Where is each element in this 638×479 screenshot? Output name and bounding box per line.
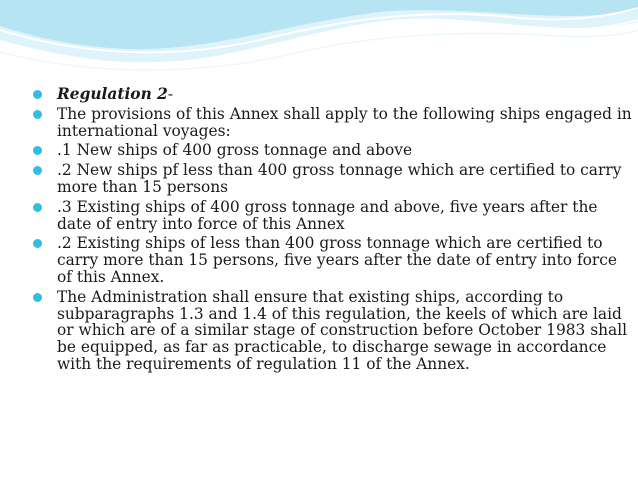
bullet-dot-icon [33,110,42,119]
bullet-text: .1 New ships of 400 gross tonnage and above [57,141,413,160]
regulation-heading-dash: - [167,85,174,103]
bullet-dot-icon [33,293,42,302]
bullet-existing-ships-under-400 [33,235,633,285]
bullet-text: The Administration shall ensure that existing ships, according to subparagraphs 1.3 and 1.4 of this regulation, the keels of which are laid or which are of a similar stage of construction before October 1983 shall be equipped, as far as practicable, to discharge sewage in accordance with the requirements of regulation 11 of the Annex. [57,287,628,373]
bullet-regulation-title [33,86,633,103]
bullet-dot-icon [33,166,42,175]
bullet-dot-icon [33,90,42,99]
bullet-list [33,86,633,373]
bullet-text: .3 Existing ships of 400 gross tonnage and above, five years after the date of entry into force of this Annex [57,197,598,233]
slide-content [33,86,633,376]
bullet-text: .2 New ships pf less than 400 gross tonnage which are certified to carry more than 15 persons [57,161,622,196]
bullet-new-ships-under-400 [33,162,633,196]
bullet-administration [33,289,633,373]
bullet-text: .2 Existing ships of less than 400 gross tonnage which are certified to carry more than 15 persons, five years after the date of entry into force of this Annex. [57,234,617,286]
bullet-dot-icon [33,146,42,155]
bullet-dot-icon [33,203,42,212]
regulation-heading: Regulation 2 [57,85,168,103]
header-wave-decoration [0,0,638,80]
bullet-text: The provisions of this Annex shall apply to the following ships engaged in international voyages: [57,104,632,140]
bullet-new-ships-400 [33,142,633,159]
bullet-provisions [33,106,633,140]
bullet-existing-ships-400 [33,199,633,233]
bullet-dot-icon [33,239,42,248]
